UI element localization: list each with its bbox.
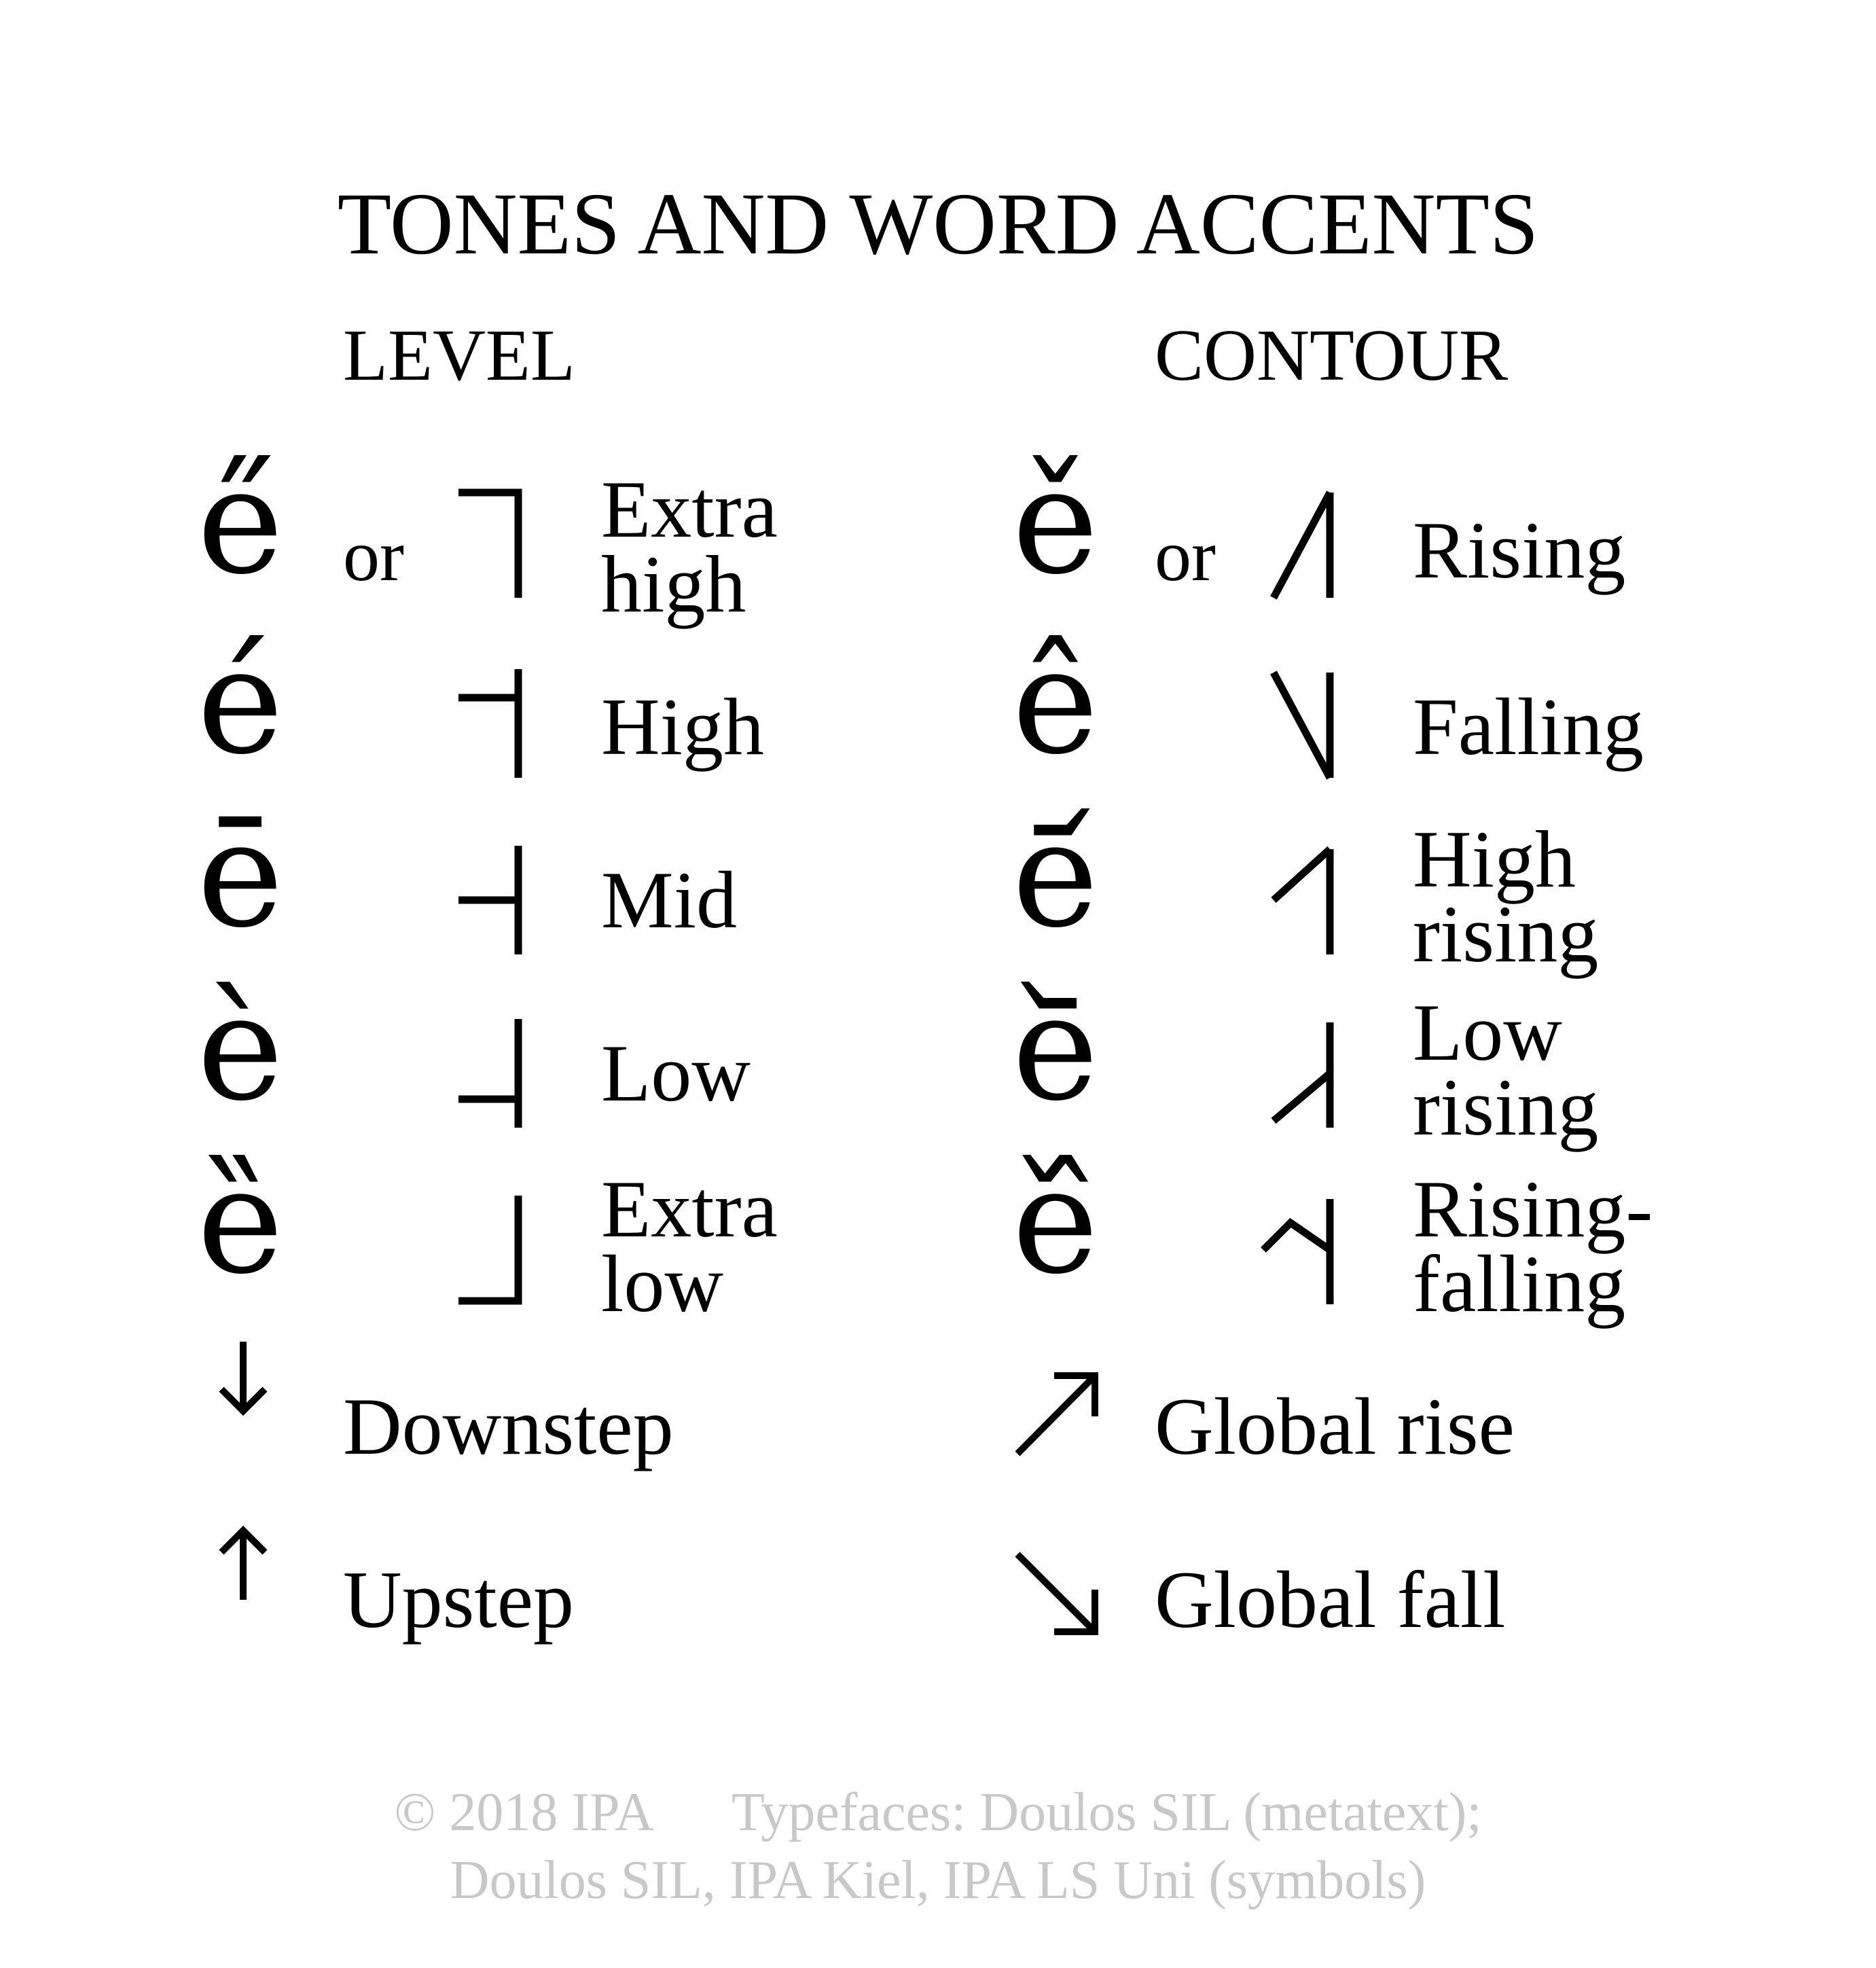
extra-high-tone-letter: [458, 489, 526, 601]
letter-low: è: [197, 963, 284, 1133]
label-high-rising: High rising: [1413, 814, 1599, 979]
rising-tone-letter: [1270, 489, 1338, 601]
label-low-rising: Low rising: [1413, 987, 1599, 1152]
letter-mid: ē: [197, 789, 284, 960]
low-rising-tone-letter: [1270, 1019, 1338, 1131]
label-mid: Mid: [601, 855, 738, 945]
or-text: or: [343, 516, 404, 596]
high-rising-tone-letter: [1270, 846, 1338, 958]
extra-low-tone-letter: [458, 1196, 526, 1308]
label-extra-high: Extra high: [601, 464, 778, 629]
label-extra-low: Extra low: [601, 1164, 778, 1329]
letter-extra-high: e̋: [197, 436, 284, 607]
label-falling: Falling: [1413, 681, 1644, 772]
label-rising: Rising: [1413, 505, 1626, 595]
letter-high: é: [197, 616, 284, 787]
mid-tone-letter: [458, 846, 526, 958]
global-fall-arrow-icon: [1012, 1549, 1100, 1641]
label-high: High: [601, 681, 764, 772]
level-heading: LEVEL: [343, 315, 575, 396]
contour-heading: CONTOUR: [1155, 315, 1509, 396]
or-text-contour: or: [1155, 516, 1216, 596]
low-tone-letter: [458, 1019, 526, 1131]
letter-falling: ê: [1012, 616, 1099, 787]
label-upstep: Upstep: [343, 1554, 574, 1645]
page-title: TONES AND WORD ACCENTS: [337, 175, 1539, 273]
global-rise-arrow-icon: [1012, 1369, 1100, 1461]
falling-tone-letter: [1270, 669, 1338, 781]
high-tone-letter: [458, 669, 526, 781]
rising-falling-tone-letter: [1260, 1196, 1338, 1308]
up-arrow-icon: [216, 1525, 270, 1603]
letter-rising: ě: [1012, 436, 1099, 607]
label-global-rise: Global rise: [1155, 1381, 1515, 1471]
down-arrow-icon: [216, 1342, 270, 1420]
label-downstep: Downstep: [343, 1381, 674, 1471]
letter-low-rising: e᷅: [1012, 963, 1099, 1133]
label-rising-falling: Rising- falling: [1413, 1164, 1653, 1329]
label-low: Low: [601, 1028, 751, 1118]
letter-extra-low: ȅ: [197, 1136, 284, 1306]
copyright-line-2: Doulos SIL, IPA Kiel, IPA LS Uni (symbols): [450, 1850, 1426, 1910]
letter-high-rising: e᷄: [1012, 789, 1099, 960]
copyright-line-1: © 2018 IPA Typefaces: Doulos SIL (metatext);: [394, 1783, 1482, 1842]
letter-rising-falling: e᷈: [1012, 1136, 1099, 1306]
label-global-fall: Global fall: [1155, 1554, 1506, 1645]
